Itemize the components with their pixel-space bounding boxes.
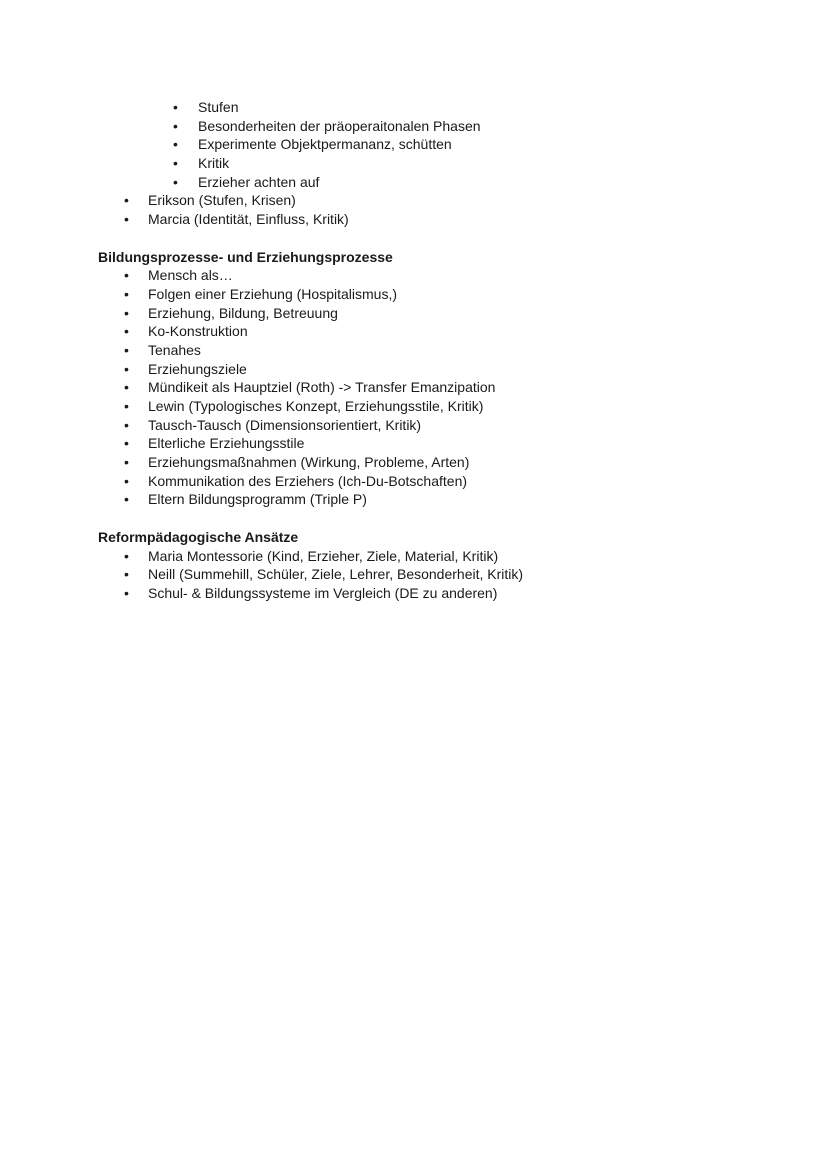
list-item-text: Folgen einer Erziehung (Hospitalismus,) xyxy=(148,285,397,302)
list-item-text: Erziehungsmaßnahmen (Wirkung, Probleme, Arten) xyxy=(148,454,470,471)
bullet-icon: • xyxy=(124,491,129,508)
list-item-text: Schul- & Bildungssysteme im Vergleich (DE zu anderen) xyxy=(148,584,498,601)
list-item-text: Kommunikation des Erziehers (Ich-Du-Botschaften) xyxy=(148,472,468,489)
list-item-text: Eltern Bildungsprogramm (Triple P) xyxy=(148,491,367,508)
list-item xyxy=(0,584,828,603)
list-item xyxy=(0,191,828,210)
list-item-text: Erzieher achten auf xyxy=(198,173,320,190)
list-item xyxy=(0,285,828,304)
list-item xyxy=(0,266,828,285)
list-item-text: Erziehungsziele xyxy=(148,360,247,377)
list-item xyxy=(0,98,828,117)
list-item-text: Marcia (Identität, Einfluss, Kritik) xyxy=(148,211,349,228)
list-item-text: Mündikeit als Hauptziel (Roth) -> Transfer Emanzipation xyxy=(148,379,496,396)
list-item-text: Ko-Konstruktion xyxy=(148,323,248,340)
bullet-icon: • xyxy=(124,584,129,601)
bullet-icon: • xyxy=(124,454,129,471)
heading-text: Reformpädagogische Ansätze xyxy=(98,528,299,545)
list-item-text: Kritik xyxy=(198,155,230,172)
section-heading xyxy=(0,248,828,267)
list-item xyxy=(0,565,828,584)
bullet-icon: • xyxy=(173,173,178,190)
list-item-text: Besonderheiten der präoperaitonalen Phasen xyxy=(198,117,481,134)
section-heading xyxy=(0,528,828,547)
list-item xyxy=(0,378,828,397)
list-item xyxy=(0,154,828,173)
list-item xyxy=(0,453,828,472)
list-item-text: Tausch-Tausch (Dimensionsorientiert, Kritik) xyxy=(148,416,422,433)
list-item xyxy=(0,341,828,360)
list-item xyxy=(0,117,828,136)
list-item-text: Stufen xyxy=(198,99,239,115)
bullet-icon: • xyxy=(124,267,129,284)
document-page xyxy=(0,98,828,603)
spacer xyxy=(0,509,828,528)
bullet-icon: • xyxy=(124,566,129,583)
bullet-icon: • xyxy=(173,117,178,134)
list-item xyxy=(0,210,828,229)
list-item xyxy=(0,397,828,416)
list-item-text: Tenahes xyxy=(148,341,201,358)
bullet-icon: • xyxy=(124,379,129,396)
bullet-icon: • xyxy=(124,341,129,358)
heading-text: Bildungsprozesse- und Erziehungsprozesse xyxy=(98,248,393,265)
bullet-icon: • xyxy=(173,99,178,115)
section-piaget-continuation xyxy=(0,98,828,229)
list-item xyxy=(0,360,828,379)
bullet-icon: • xyxy=(124,398,129,414)
bullet-icon: • xyxy=(124,472,129,489)
bullet-icon: • xyxy=(124,435,129,452)
list-item-text: Elterliche Erziehungsstile xyxy=(148,435,305,452)
bullet-icon: • xyxy=(173,155,178,172)
list-item xyxy=(0,416,828,435)
list-item-text: Erziehung, Bildung, Betreuung xyxy=(148,304,338,321)
spacer xyxy=(0,229,828,248)
list-item xyxy=(0,472,828,491)
bullet-icon: • xyxy=(124,323,129,340)
bullet-icon: • xyxy=(124,304,129,321)
section-reformpaedagogik xyxy=(0,528,828,603)
bullet-icon: • xyxy=(124,285,129,302)
list-item xyxy=(0,173,828,192)
section-bildungsprozesse xyxy=(0,248,828,510)
bullet-icon: • xyxy=(124,416,129,433)
list-item xyxy=(0,434,828,453)
list-item xyxy=(0,490,828,509)
list-item xyxy=(0,547,828,566)
list-item-text: Neill (Summehill, Schüler, Ziele, Lehrer, Besonderheit, Kritik) xyxy=(148,566,524,583)
bullet-icon: • xyxy=(173,136,178,153)
bullet-icon: • xyxy=(124,547,129,564)
bullet-icon: • xyxy=(124,211,129,228)
list-item-text: Maria Montessorie (Kind, Erzieher, Ziele, Material, Kritik) xyxy=(148,547,499,564)
list-item xyxy=(0,322,828,341)
bullet-icon: • xyxy=(124,192,129,209)
bullet-icon: • xyxy=(124,360,129,377)
list-item-text: Experimente Objektpermananz, schütten xyxy=(198,136,452,153)
list-item-text: Lewin (Typologisches Konzept, Erziehungsstile, Kritik) xyxy=(148,398,484,414)
list-item xyxy=(0,135,828,154)
list-item xyxy=(0,304,828,323)
list-item-text: Mensch als… xyxy=(148,267,233,284)
list-item-text: Erikson (Stufen, Krisen) xyxy=(148,192,296,209)
